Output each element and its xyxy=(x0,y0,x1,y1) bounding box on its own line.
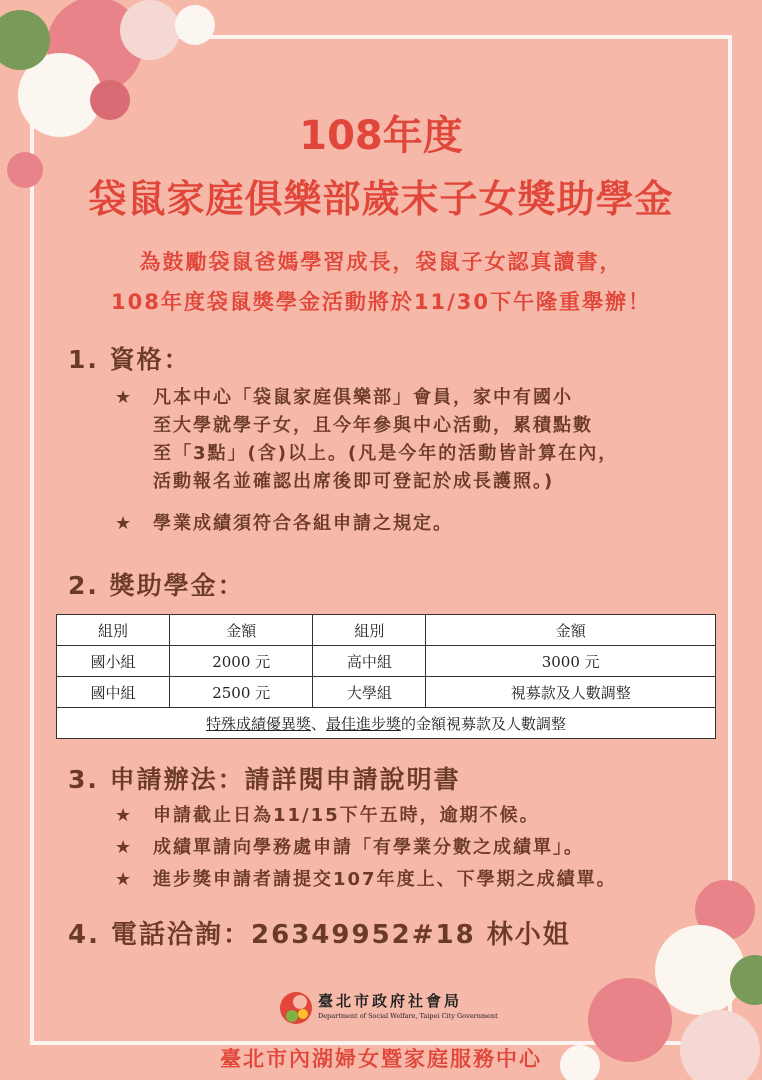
section2-heading: 2. 獎助學金： xyxy=(68,571,245,600)
table-row xyxy=(57,646,716,677)
table-header-row xyxy=(57,615,716,646)
table-note-row xyxy=(57,708,716,739)
table-header: 組別 xyxy=(57,615,170,646)
table-cell: 國中組 xyxy=(57,677,170,708)
intro-line-2: 108年度袋鼠獎學金活動將於11/30下午隆重舉辦！ xyxy=(111,290,651,314)
social-welfare-logo xyxy=(278,988,498,1028)
note-rest: 的金額視募款及人數調整 xyxy=(401,714,567,733)
section3-bullet-3 xyxy=(115,866,617,894)
table-header: 金額 xyxy=(426,615,716,646)
section3-bullet-2 xyxy=(115,834,584,862)
star-icon: ★ xyxy=(115,513,134,534)
section3-bullet-1 xyxy=(115,802,540,830)
table-cell: 大學組 xyxy=(313,677,426,708)
star-icon: ★ xyxy=(115,805,134,826)
table-header: 組別 xyxy=(313,615,426,646)
table-cell: 國小組 xyxy=(57,646,170,677)
bullet-text: 成績單請向學務處申請「有學業分數之成績單」。 xyxy=(153,837,584,858)
logo-english: Department of Social Welfare, Taipei City Government xyxy=(318,1012,498,1020)
logo-name: 臺北市政府社會局 xyxy=(318,992,463,1010)
note-separator: 、 xyxy=(310,714,326,733)
table-note xyxy=(57,708,716,739)
table-cell: 2000 元 xyxy=(169,646,312,677)
footer-organization: 臺北市內湖婦女暨家庭服務中心 xyxy=(220,1047,542,1071)
heart-logo-icon xyxy=(278,988,314,1028)
star-icon: ★ xyxy=(115,837,134,858)
bullet-text: 凡本中心「袋鼠家庭俱樂部」會員，家中有國小 xyxy=(153,387,573,408)
table-cell: 視募款及人數調整 xyxy=(426,677,716,708)
bullet-text: 活動報名並確認出席後即可登記於成長護照。) xyxy=(153,471,555,492)
section3-heading: 3. 申請辦法：請詳閱申請說明書 xyxy=(68,765,461,794)
intro-line-1: 為鼓勵袋鼠爸媽學習成長，袋鼠子女認真讀書， xyxy=(139,250,623,274)
table-row xyxy=(57,677,716,708)
table-header: 金額 xyxy=(169,615,312,646)
section4-heading: 4. 電話洽詢：26349952#18 林小姐 xyxy=(68,920,571,950)
star-icon: ★ xyxy=(115,869,134,890)
section1-bullet-2 xyxy=(115,510,453,538)
table-cell: 3000 元 xyxy=(426,646,716,677)
table-cell: 2500 元 xyxy=(169,677,312,708)
bullet-text: 進步獎申請者請提交107年度上、下學期之成績單。 xyxy=(153,869,617,890)
title-main: 袋鼠家庭俱樂部歲末子女獎助學金 xyxy=(88,177,674,221)
section1-bullet-1 xyxy=(115,384,618,496)
bullet-text: 至「3點」(含)以上。(凡是今年的活動皆計算在內， xyxy=(153,443,619,464)
bullet-text: 學業成績須符合各組申請之規定。 xyxy=(153,513,453,534)
scholarship-table xyxy=(56,614,716,739)
star-icon: ★ xyxy=(115,387,134,408)
bullet-text: 申請截止日為11/15下午五時，逾期不候。 xyxy=(153,805,540,826)
note-progress-award: 最佳進步獎 xyxy=(326,714,402,733)
title-year: 108年度 xyxy=(299,113,463,159)
table-cell: 高中組 xyxy=(313,646,426,677)
note-special-award: 特殊成績優異獎 xyxy=(205,714,311,733)
section1-heading: 1. 資格： xyxy=(68,345,191,374)
bullet-text: 至大學就學子女，且今年參與中心活動，累積點數 xyxy=(153,415,593,436)
